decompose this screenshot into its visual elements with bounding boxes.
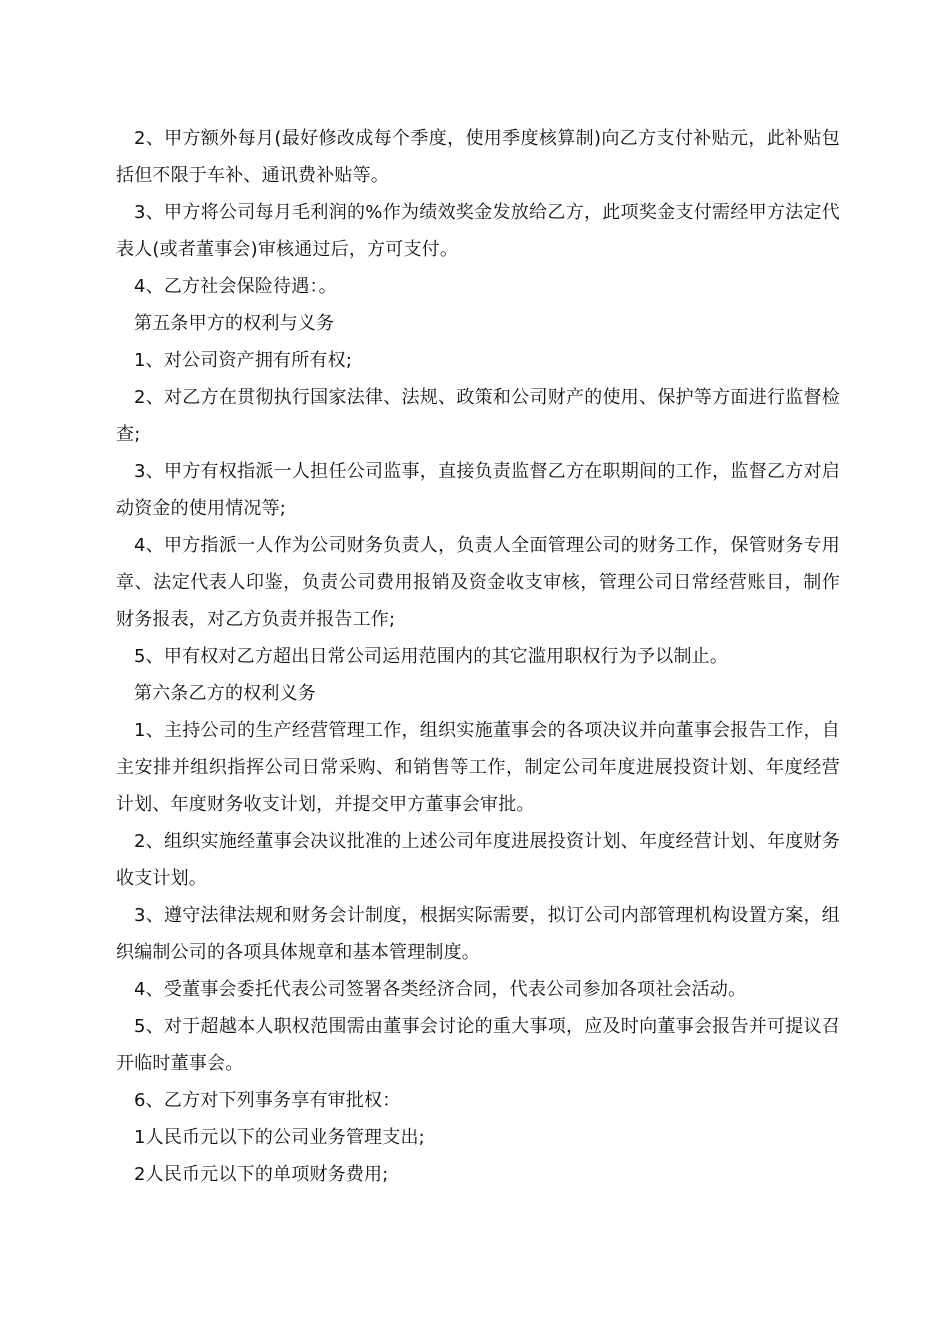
section-heading: 第五条甲方的权利与义务 [134, 313, 335, 334]
paragraph: 4、乙方社会保险待遇：。 [134, 276, 337, 297]
paragraph: 3、遵守法律法规和财务会计制度，根据实际需要，拟订公司内部管理机构设置方案，组织编制公司的各项具体规章和基本管理制度。 [116, 905, 840, 963]
paragraph: 5、甲有权对乙方超出日常公司运用范围内的其它滥用职权行为予以制止。 [134, 646, 729, 667]
paragraph: 3、甲方将公司每月毛利润的%作为绩效奖金发放给乙方，此项奖金支付需经甲方法定代表人(或者董事会)审核通过后，方可支付。 [116, 202, 840, 260]
paragraph: 2、对乙方在贯彻执行国家法律、法规、政策和公司财产的使用、保护等方面进行监督检查; [116, 387, 840, 445]
paragraph: 2、甲方额外每月(最好修改成每个季度，使用季度核算制)向乙方支付补贴元，此补贴包括但不限于车补、通讯费补贴等。 [116, 128, 840, 186]
list-item: 1人民币元以下的公司业务管理支出; [134, 1127, 425, 1148]
paragraph: 5、对于超越本人职权范围需由董事会讨论的重大事项，应及时向董事会报告并可提议召开临时董事会。 [116, 1016, 840, 1074]
paragraph: 4、受董事会委托代表公司签署各类经济合同，代表公司参加各项社会活动。 [134, 979, 747, 1000]
paragraph: 1、对公司资产拥有所有权; [134, 350, 353, 371]
document-body [116, 120, 840, 1193]
paragraph: 2、组织实施经董事会决议批准的上述公司年度进展投资计划、年度经营计划、年度财务收支计划。 [116, 831, 840, 889]
paragraph: 6、乙方对下列事务享有审批权： [134, 1090, 401, 1111]
paragraph: 3、甲方有权指派一人担任公司监事，直接负责监督乙方在职期间的工作，监督乙方对启动资金的使用情况等; [116, 461, 840, 519]
paragraph: 1、主持公司的生产经营管理工作，组织实施董事会的各项决议并向董事会报告工作，自主安排并组织指挥公司日常采购、和销售等工作，制定公司年度进展投资计划、年度经营计划、年度财务收支计划，并提交甲方董事会审批。 [116, 720, 840, 815]
list-item: 2人民币元以下的单项财务费用; [134, 1164, 389, 1185]
paragraph: 4、甲方指派一人作为公司财务负责人，负责人全面管理公司的财务工作，保管财务专用章、法定代表人印鉴，负责公司费用报销及资金收支审核，管理公司日常经营账目，制作财务报表，对乙方负责并报告工作; [116, 535, 840, 630]
section-heading: 第六条乙方的权利义务 [134, 683, 316, 704]
